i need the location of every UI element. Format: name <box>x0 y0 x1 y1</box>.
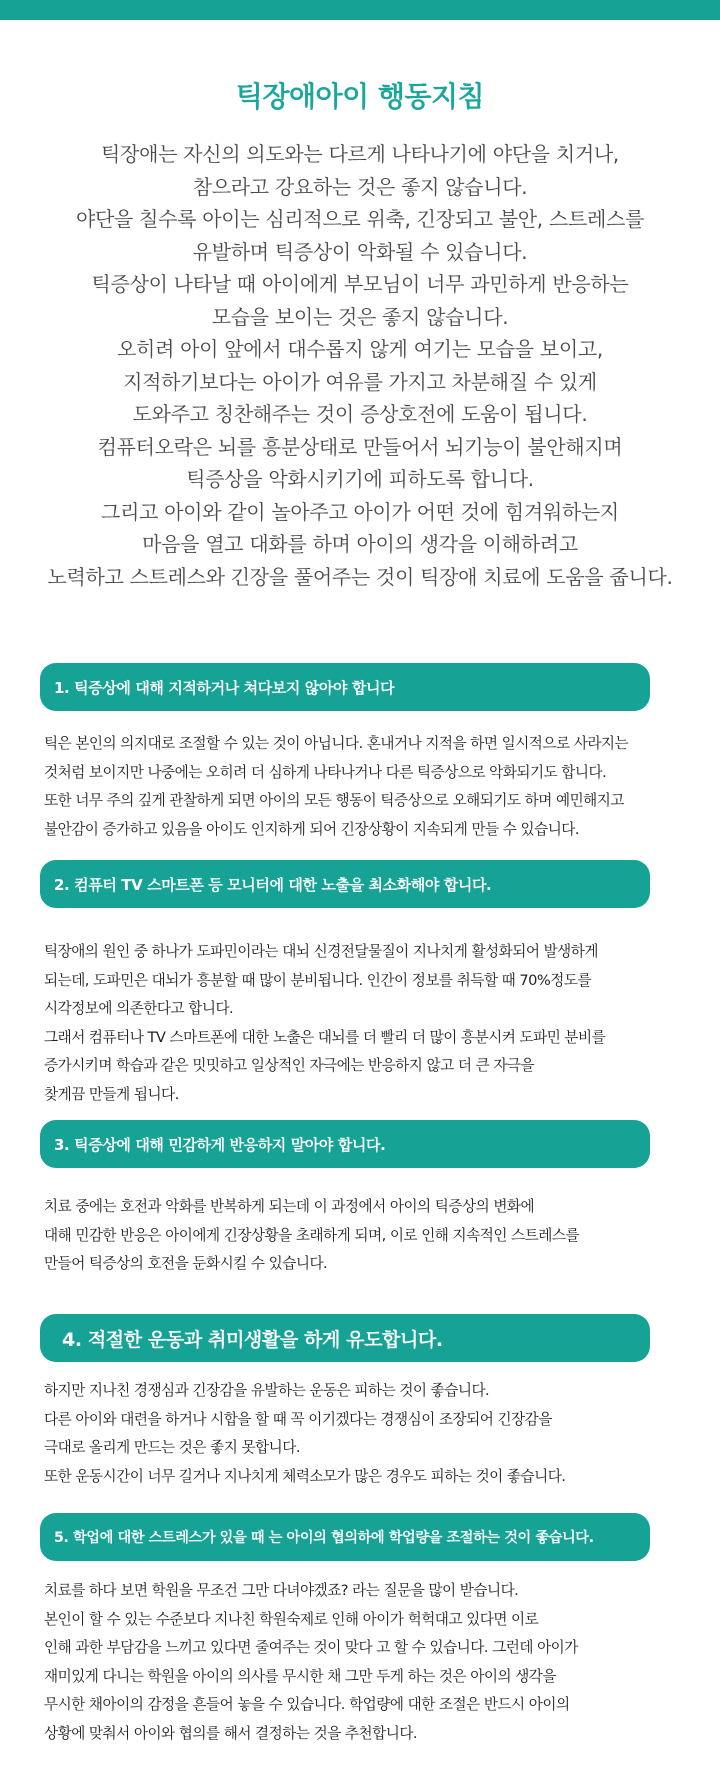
section-5-heading: 5. 학업에 대한 스트레스가 있을 때 는 아이의 협의하에 학업량을 조절하는 것이 좋습니다. <box>40 1513 650 1561</box>
intro-line: 마음을 열고 대화를 하며 아이의 생각을 이해하려고 <box>142 532 578 556</box>
section-2-line: 증가시키며 학습과 같은 밋밋하고 일상적인 자극에는 반응하지 않고 더 큰 자극을 <box>44 1057 535 1074</box>
intro-line: 틱증상이 나타날 때 아이에게 부모님이 너무 과민하게 반응하는 <box>91 272 629 296</box>
section-1-body <box>44 730 714 844</box>
section-5-line: 인해 과한 부담감을 느끼고 있다면 줄여주는 것이 맞다 고 할 수 있습니다. 그런데 아이가 <box>44 1639 578 1656</box>
section-1-heading: 1. 틱증상에 대해 지적하거나 쳐다보지 않아야 합니다 <box>40 663 650 711</box>
intro-paragraph <box>20 138 700 593</box>
section-3-body <box>44 1193 714 1279</box>
intro-line: 유발하며 틱증상이 악화될 수 있습니다. <box>192 239 528 264</box>
section-1-line: 틱은 본인의 의지대로 조절할 수 있는 것이 아닙니다. 혼내거나 지적을 하면 일시적으로 사라지는 <box>44 735 629 752</box>
section-5-body <box>44 1577 714 1748</box>
section-4-body <box>44 1377 714 1491</box>
section-2-line: 틱장애의 원인 중 하나가 도파민이라는 대뇌 신경전달물질이 지나치게 활성화되어 발생하게 <box>44 943 598 960</box>
section-4-line: 하지만 지나친 경쟁심과 긴장감을 유발하는 운동은 피하는 것이 좋습니다. <box>44 1382 490 1399</box>
section-4-line: 다른 아이와 대련을 하거나 시합을 할 때 꼭 이기겠다는 경쟁심이 조장되어 긴장감을 <box>44 1410 552 1428</box>
intro-line: 도와주고 칭찬해주는 것이 증상호전에 도움이 됩니다. <box>132 402 588 426</box>
intro-line: 그리고 아이와 같이 놀아주고 아이가 어떤 것에 힘겨워하는지 <box>101 499 619 524</box>
section-4-heading: 4. 적절한 운동과 취미생활을 하게 유도합니다. <box>40 1314 650 1362</box>
section-4-line: 또한 운동시간이 너무 길거나 지나치게 체력소모가 많은 경우도 피하는 것이 좋습니다. <box>44 1467 566 1485</box>
section-4-line: 극대로 올리게 만드는 것은 좋지 못합니다. <box>44 1439 300 1456</box>
section-2-body <box>44 938 714 1109</box>
intro-line: 오히려 아이 앞에서 대수롭지 않게 여기는 모습을 보이고, <box>117 337 603 361</box>
section-3-line: 만들어 틱증상의 호전을 둔화시킬 수 있습니다. <box>44 1255 328 1272</box>
section-5-line: 재미있게 다니는 학원을 아이의 의사를 무시한 채 그만 두게 하는 것은 아이의 생각을 <box>44 1667 556 1685</box>
intro-line: 노력하고 스트레스와 긴장을 풀어주는 것이 틱장애 치료에 도움을 줍니다. <box>47 564 673 589</box>
section-1-line: 것처럼 보이지만 나중에는 오히려 더 심하게 나타나거나 다른 틱증상으로 악화되기도 합니다. <box>44 763 607 781</box>
intro-line: 컴퓨터오락은 뇌를 흥분상태로 만들어서 뇌기능이 불안해지며 <box>97 434 623 459</box>
section-5-line: 치료를 하다 보면 학원을 무조건 그만 다녀야겠죠? 라는 질문을 많이 받습니다. <box>44 1582 519 1599</box>
intro-line: 지적하기보다는 아이가 여유를 가지고 차분해질 수 있게 <box>123 369 597 394</box>
section-5-line: 본인이 할 수 있는 수준보다 지나친 학원숙제로 인해 아이가 헉헉대고 있다면 이로 <box>44 1610 539 1628</box>
top-accent-bar <box>0 0 720 20</box>
intro-line: 모습을 보이는 것은 좋지 않습니다. <box>211 304 509 329</box>
page-title: 틱장애아이 행동지침 <box>235 80 485 113</box>
section-3-line: 치료 중에는 호전과 악화를 반복하게 되는데 이 과정에서 아이의 틱증상의 변화에 <box>44 1198 535 1215</box>
section-2-line: 그래서 컴퓨터나 TV 스마트폰에 대한 노출은 대뇌를 더 빨리 더 많이 흥분시켜 도파민 분비를 <box>44 1028 606 1046</box>
section-3-heading: 3. 틱증상에 대해 민감하게 반응하지 말아야 합니다. <box>40 1120 650 1168</box>
section-1-line: 불안감이 증가하고 있음을 아이도 인지하게 되어 긴장상황이 지속되게 만들 수 있습니다. <box>44 820 580 838</box>
section-2-line: 시각정보에 의존한다고 합니다. <box>44 1000 234 1017</box>
section-3-line: 대해 민감한 반응은 아이에게 긴장상황을 초래하게 되며, 이로 인해 지속적인 스트레스를 <box>44 1226 580 1244</box>
intro-line: 참으라고 강요하는 것은 좋지 않습니다. <box>192 174 528 199</box>
section-5-line: 상황에 맞춰서 아이와 협의를 해서 결정하는 것을 추천합니다. <box>44 1724 418 1742</box>
section-2-line: 찾게끔 만들게 됩니다. <box>44 1085 179 1103</box>
section-2-line: 되는데, 도파민은 대뇌가 흥분할 때 많이 분비됩니다. 인간이 정보를 취득할 때 70%정도를 <box>44 971 592 989</box>
section-2-heading: 2. 컴퓨터 TV 스마트폰 등 모니터에 대한 노출을 최소화해야 합니다. <box>40 860 650 908</box>
intro-line: 틱증상을 악화시키기에 피하도록 합니다. <box>186 467 534 491</box>
section-5-line: 무시한 채아이의 감정을 흔들어 놓을 수 있습니다. 학업량에 대한 조절은 반드시 아이의 <box>44 1696 570 1713</box>
intro-line: 야단을 칠수록 아이는 심리적으로 위축, 긴장되고 불안, 스트레스를 <box>75 207 645 231</box>
intro-line: 틱장애는 자신의 의도와는 다르게 나타나기에 야단을 치거나, <box>101 142 619 166</box>
section-1-line: 또한 너무 주의 깊게 관찰하게 되면 아이의 모든 행동이 틱증상으로 오해되기도 하며 예민해지고 <box>44 792 624 809</box>
